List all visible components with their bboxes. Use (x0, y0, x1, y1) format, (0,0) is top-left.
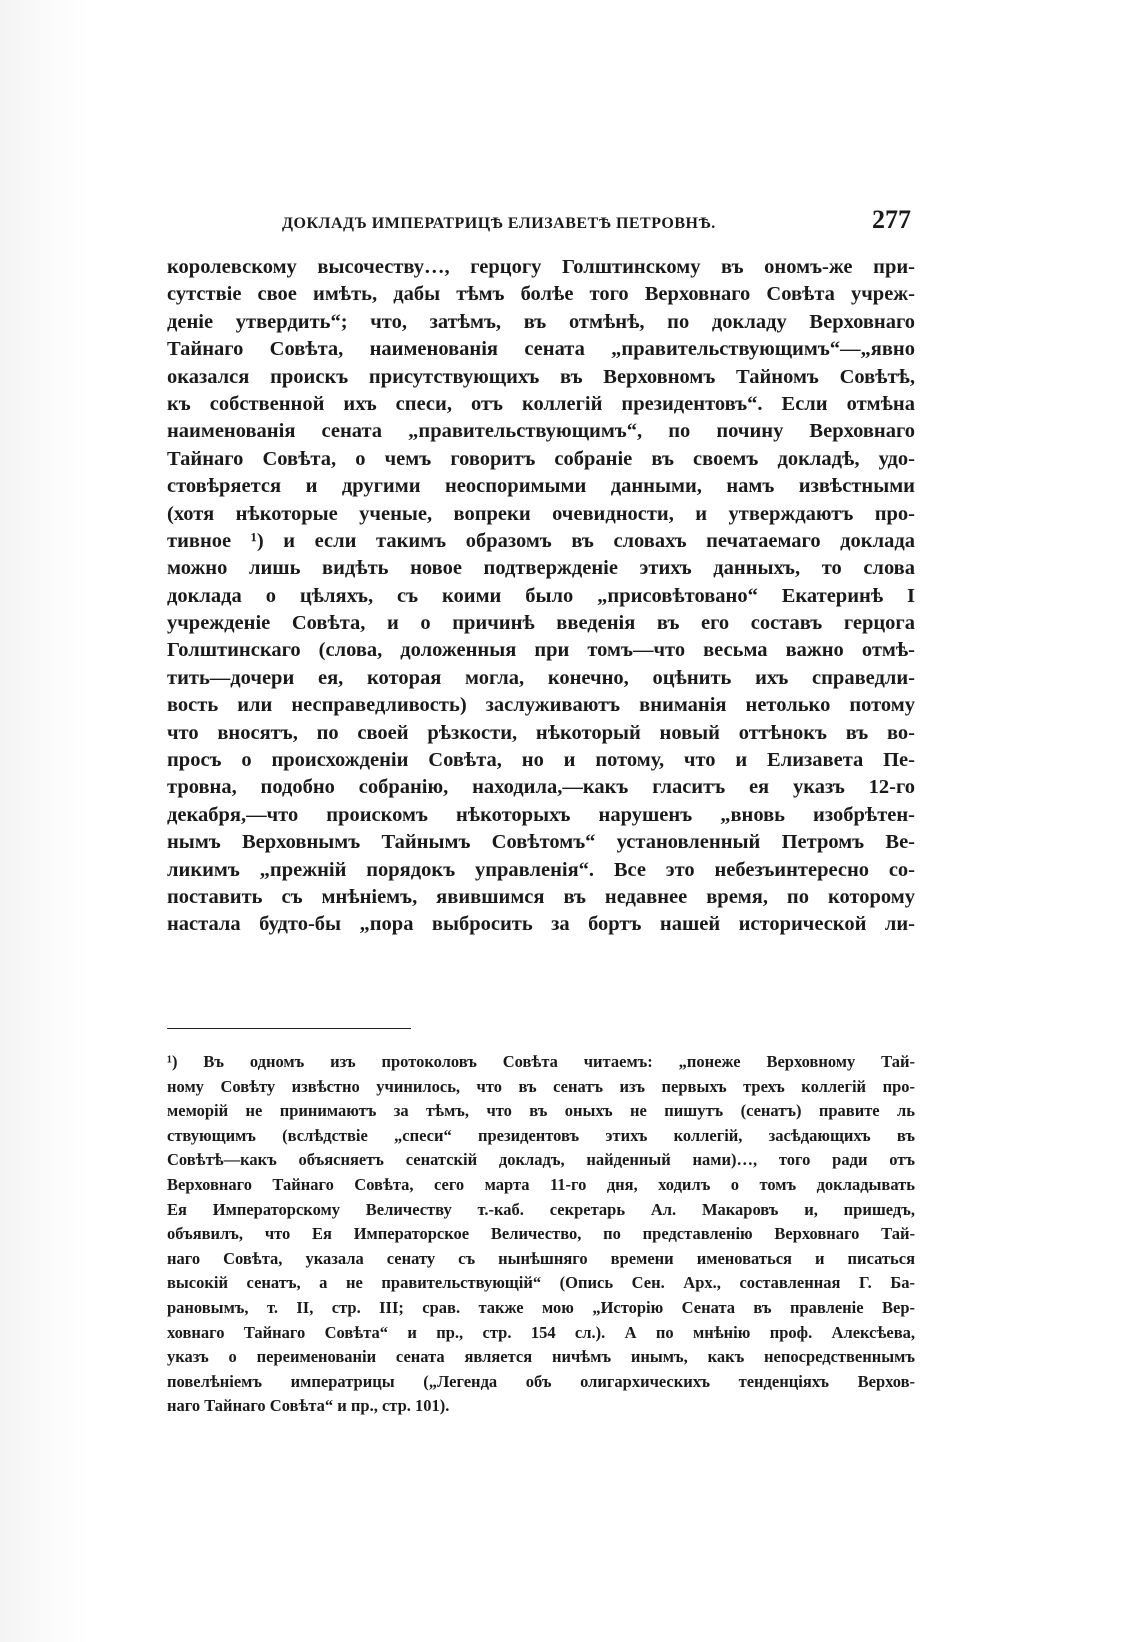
body-line: наименованія сената „правительствующимъ“, по почину Верховнаго (167, 420, 915, 443)
body-text (167, 254, 915, 939)
footnote-line: высокій сенатъ, а не правительствующій“ (Опись Сен. Арх., составленная Г. Ба- (167, 1273, 915, 1293)
footnote-divider (167, 1028, 411, 1029)
footnote-line: ховнаго Тайнаго Совѣта“ и пр., стр. 154 сл.). А по мнѣнію проф. Алексѣева, (167, 1322, 915, 1342)
footnote-line: ¹) Въ одномъ изъ протоколовъ Совѣта читаемъ: „понеже Верховному Тай- (167, 1052, 915, 1071)
footnote-line: наго Совѣта, указала сенату съ нынѣшняго времени именоваться и писаться (167, 1248, 915, 1268)
body-line: деніе утвердить“; что, затѣмъ, въ отмѣнѣ, по докладу Верховнаго (167, 310, 915, 333)
body-line: къ собственной ихъ спеси, отъ коллегій президентовъ“. Если отмѣна (167, 392, 915, 415)
body-line: декабря,—что проискомъ нѣкоторыхъ нарушенъ „вновь изобрѣтен- (167, 803, 915, 826)
footnote-line: рановымъ, т. II, стр. III; срав. также мою „Исторію Сената въ правленіе Вер- (167, 1297, 915, 1317)
page-header (167, 205, 915, 241)
body-line: Голштинскаго (слова, доложенныя при томъ—что весьма важно отмѣ- (167, 639, 915, 662)
body-line: тивное ¹) и если такимъ образомъ въ словахъ печатаемаго доклада (167, 529, 915, 552)
footnote-line: Верховнаго Тайнаго Совѣта, сего марта 11-го дня, ходилъ о томъ докладывать (167, 1174, 915, 1194)
body-line: поставить съ мнѣніемъ, явившимся въ недавнее время, по которому (167, 885, 915, 908)
footnote-line: указъ о переименованіи сената является ничѣмъ инымъ, какъ непосредственнымъ (167, 1347, 915, 1367)
body-line: вость или несправедливость) заслуживаютъ вниманія нетолько потому (167, 694, 915, 717)
footnote (167, 1050, 915, 1419)
footnote-line: Совѣтѣ—какъ объясняетъ сенатскій докладъ, найденный нами)…, того ради отъ (167, 1150, 915, 1170)
body-line: стовѣряется и другими неоспоримыми данными, намъ извѣстными (167, 475, 915, 498)
footnote-line: наго Тайнаго Совѣта“ и пр., стр. 101). (167, 1396, 450, 1416)
body-line: можно лишь видѣть новое подтвержденіе этихъ данныхъ, то слова (167, 557, 915, 580)
page-number: 277 (872, 205, 911, 234)
footnote-line: повелѣніемъ императрицы („Легенда объ олигархическихъ тенденціяхъ Верхов- (167, 1371, 915, 1391)
body-line: тить—дочери ея, которая могла, конечно, оцѣнить ихъ справедли- (167, 666, 915, 689)
body-line: (хотя нѣкоторые ученые, вопреки очевидности, и утверждаютъ про- (167, 502, 915, 525)
footnote-line: объявилъ, что Ея Императорское Величество, по представленію Верховнаго Тай- (167, 1224, 915, 1244)
footnote-line: Ея Императорскому Величеству т.-каб. секретарь Ал. Макаровъ и, пришедъ, (167, 1199, 915, 1219)
body-line: тровна, подобно собранію, находила,—какъ гласитъ ея указъ 12-го (167, 776, 915, 799)
footnote-line: ному Совѣту извѣстно учинилось, что въ сенатъ изъ первыхъ трехъ коллегій про- (167, 1076, 915, 1096)
footnote-line: ствующимъ (вслѣдствіе „спеси“ президентовъ этихъ коллегій, засѣдающихъ въ (167, 1125, 915, 1145)
body-line: просъ о происхожденіи Совѣта, но и потому, что и Елизавета Пе- (167, 749, 915, 772)
body-line: сутствіе свое имѣть, дабы тѣмъ болѣе того Верховнаго Совѣта учреж- (167, 283, 915, 306)
body-line: Тайнаго Совѣта, о чемъ говоритъ собраніе въ своемъ докладѣ, удо- (167, 447, 915, 470)
body-line: нымъ Верховнымъ Тайнымъ Совѣтомъ“ установленный Петромъ Ве- (167, 831, 915, 854)
body-line: королевскому высочеству…, герцогу Голштинскому въ ономъ-же при- (167, 256, 915, 278)
body-line: оказался проискъ присутствующихъ въ Верховномъ Тайномъ Совѣтѣ, (167, 365, 915, 388)
body-line: настала будто-бы „пора выбросить за бортъ нашей исторической ли- (167, 913, 915, 936)
body-line: что вносятъ, по своей рѣзкости, нѣкоторый новый оттѣнокъ въ во- (167, 721, 915, 744)
running-head: ДОКЛАДЪ ИМПЕРАТРИЦѢ ЕЛИЗАВЕТѢ ПЕТРОВНѢ. (282, 215, 716, 232)
body-line: ликимъ „прежній порядокъ управленія“. Все это небезъинтересно со- (167, 858, 915, 881)
body-line: Тайнаго Совѣта, наименованія сената „правительствующимъ“—„явно (167, 338, 915, 361)
body-line: доклада о цѣляхъ, съ коими было „присовѣтовано“ Екатеринѣ I (167, 584, 915, 607)
footnote-line: меморій не принимаютъ за тѣмъ, что въ оныхъ не пишутъ (сенатъ) правите ль (167, 1101, 915, 1121)
body-line: учрежденіе Совѣта, и о причинѣ введенія въ его составъ герцога (167, 612, 915, 635)
